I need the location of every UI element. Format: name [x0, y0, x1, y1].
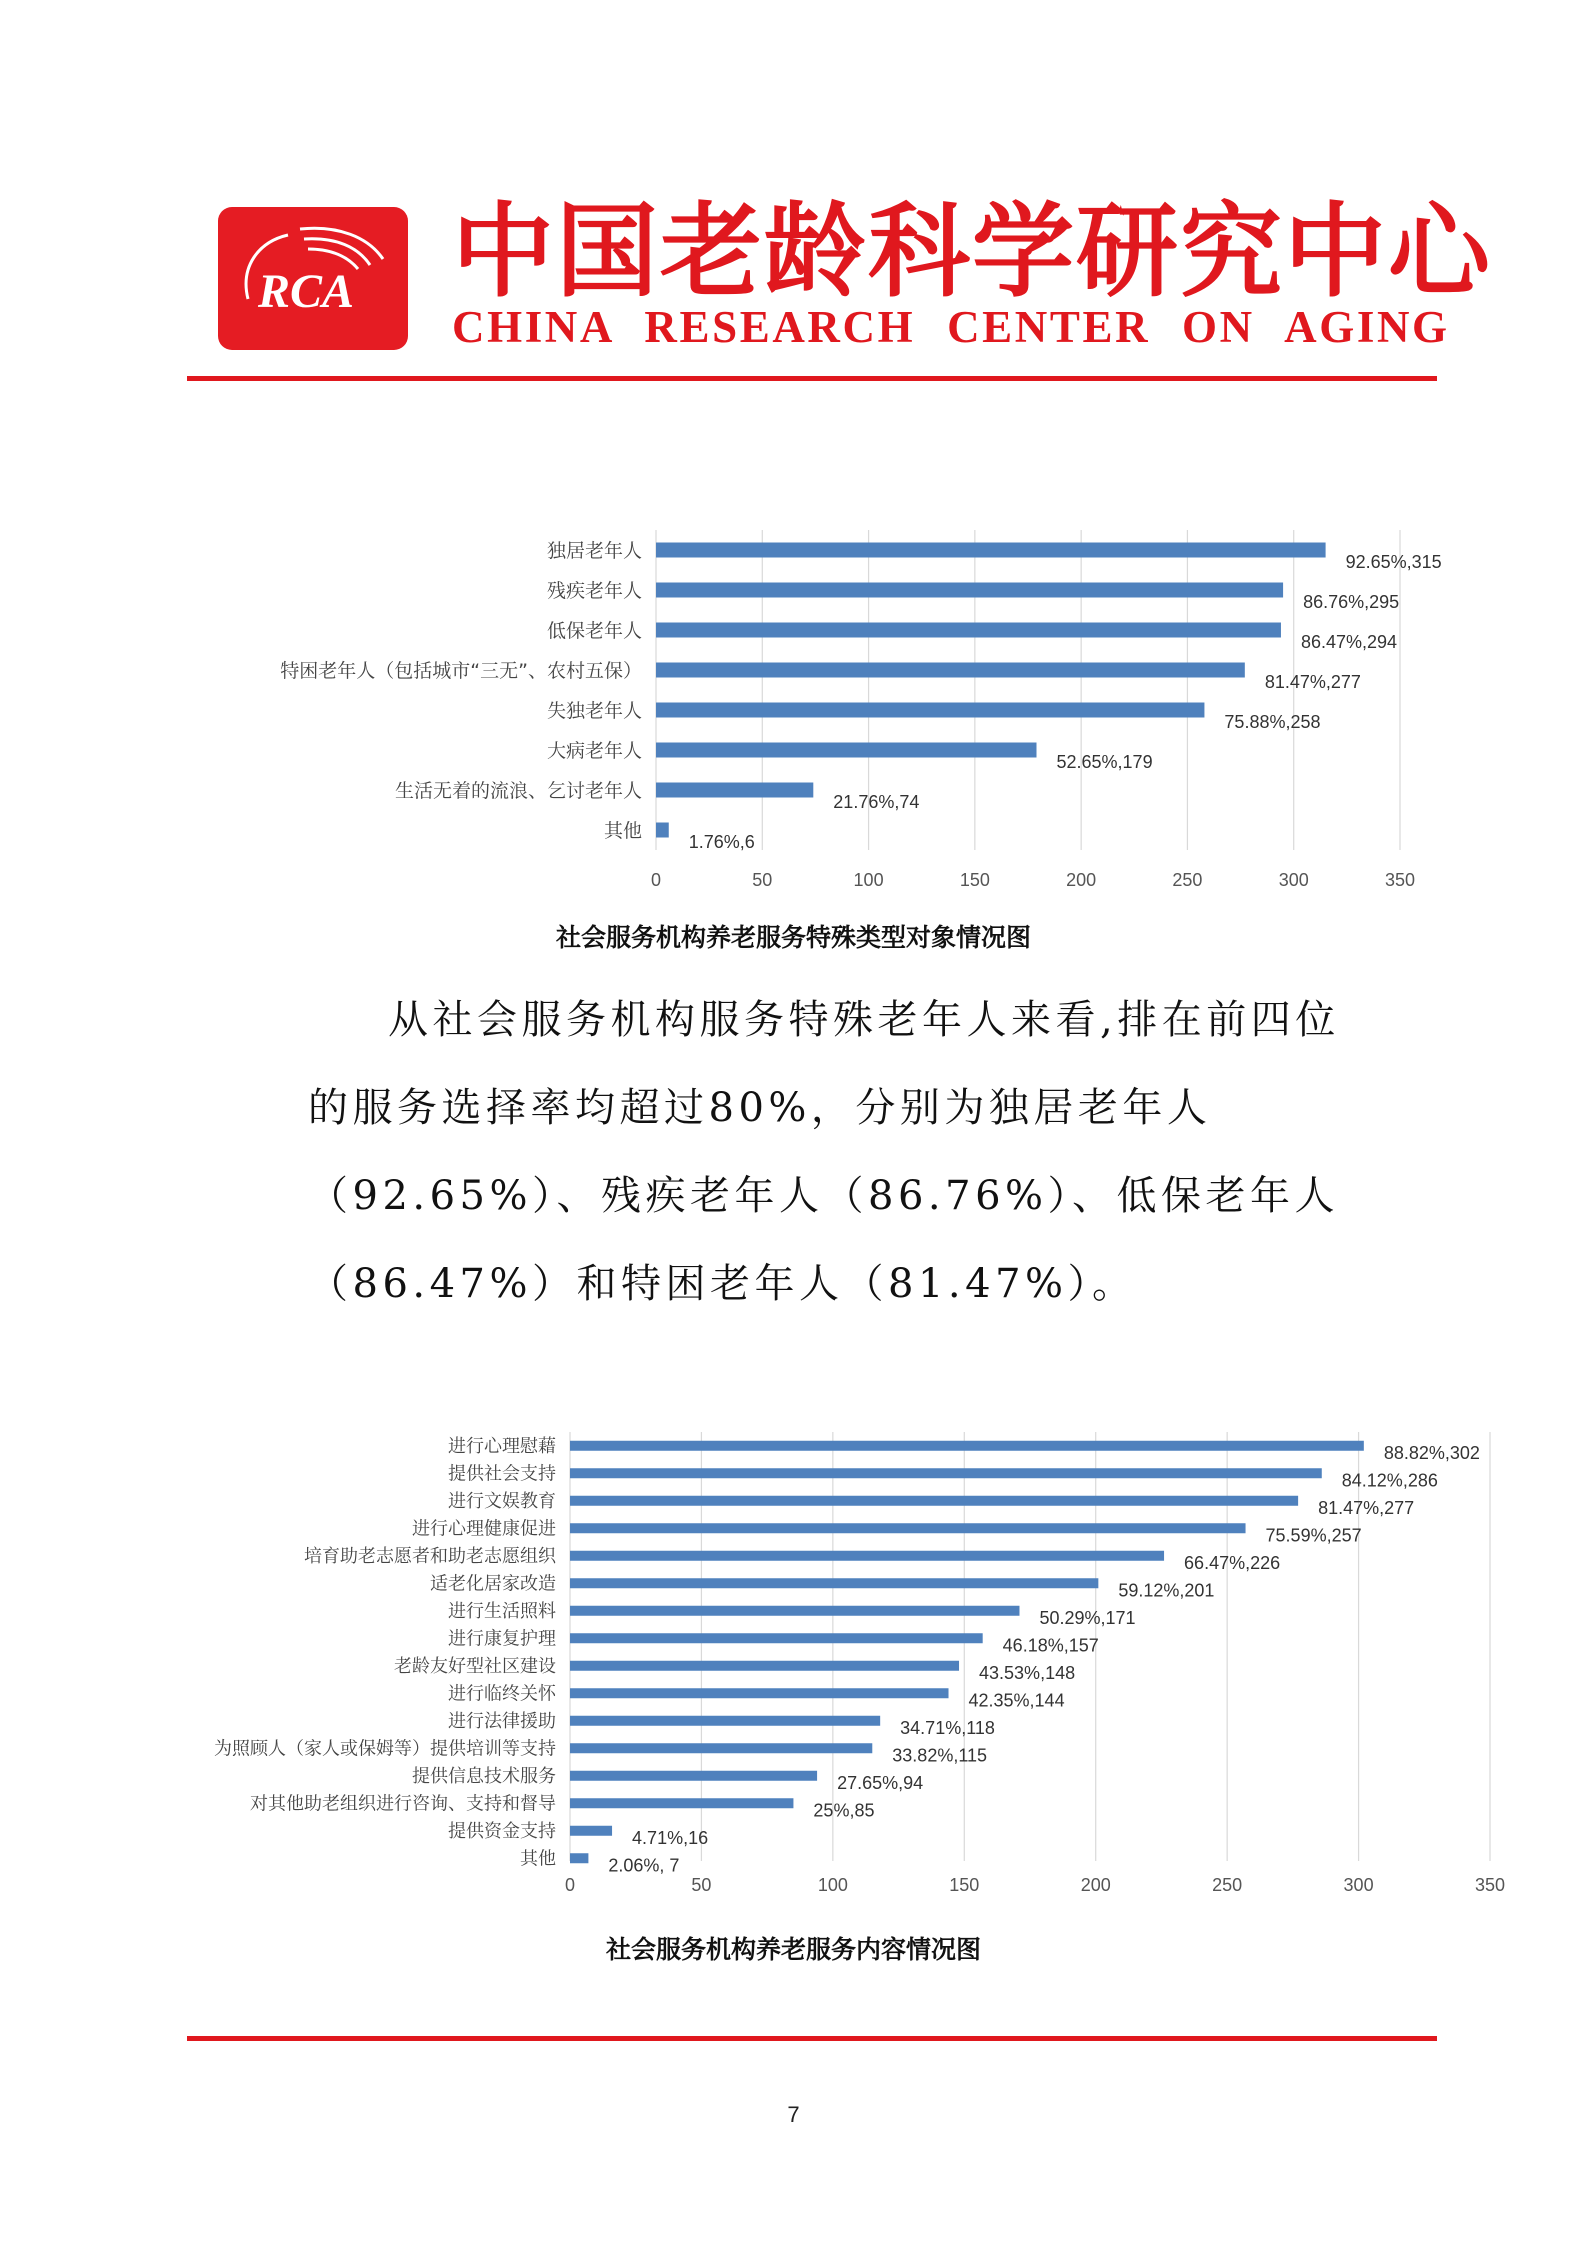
x-tick-label: 50	[752, 870, 773, 890]
bar	[570, 1661, 959, 1671]
category-label: 低保老年人	[546, 619, 642, 642]
data-label: 43.53%,148	[979, 1662, 1076, 1683]
data-label: 21.76%,74	[833, 792, 920, 812]
category-label: 进行法律援助	[448, 1711, 556, 1733]
org-title-en: CHINA RESEARCH CENTER ON AGING	[452, 302, 1450, 352]
data-label: 84.12%,286	[1341, 1470, 1438, 1491]
x-tick-label: 200	[1066, 870, 1097, 890]
category-label: 提供信息技术服务	[412, 1766, 556, 1788]
bar	[570, 1551, 1164, 1561]
bar	[570, 1853, 588, 1863]
body-paragraph: 从社会服务机构服务特殊老年人来看,排在前四位的服务选择率均超过80%，分别为独居老年人（92.65%）、残疾老年人（86.76%）、低保老年人（86.47%）和特困老年人（81.47%）。	[308, 997, 1340, 1307]
data-label: 25%,85	[813, 1800, 875, 1821]
data-label: 66.47%,226	[1184, 1552, 1281, 1573]
bar	[570, 1496, 1298, 1506]
data-label: 88.82%,302	[1383, 1442, 1480, 1463]
x-tick-label: 250	[1212, 1875, 1243, 1895]
data-label: 33.82%,115	[892, 1745, 988, 1766]
bar	[570, 1798, 793, 1808]
x-tick-label: 300	[1278, 870, 1309, 890]
x-tick-label: 200	[1080, 1875, 1111, 1895]
category-label: 进行心理健康促进	[412, 1518, 556, 1540]
category-label: 特困老年人（包括城市“三无”、农村五保）	[280, 659, 642, 682]
chart1-caption: 社会服务机构养老服务特殊类型对象情况图	[555, 923, 1031, 952]
category-label: 进行生活照料	[448, 1601, 556, 1623]
category-label: 残疾老年人	[546, 579, 642, 602]
x-tick-label: 150	[949, 1875, 980, 1895]
x-tick-label: 100	[817, 1875, 848, 1895]
x-tick-label: 350	[1384, 870, 1416, 890]
bar	[570, 1468, 1322, 1478]
category-label: 失独老年人	[546, 699, 642, 722]
data-label: 86.47%,294	[1300, 632, 1398, 652]
bar	[570, 1743, 872, 1753]
org-title-cn: 中国老龄科学研究中心	[452, 193, 1492, 312]
data-label: 86.76%,295	[1303, 592, 1400, 612]
data-label: 52.65%,179	[1056, 752, 1153, 772]
bar	[656, 783, 813, 798]
category-label: 进行康复护理	[448, 1628, 556, 1650]
bar	[656, 743, 1037, 758]
bar	[656, 823, 669, 838]
data-label: 27.65%,94	[837, 1772, 924, 1793]
bar	[570, 1716, 880, 1726]
x-tick-label: 150	[959, 870, 990, 890]
data-label: 2.06%, 7	[608, 1855, 680, 1876]
x-tick-label: 350	[1474, 1875, 1506, 1895]
category-label: 进行临终关怀	[448, 1683, 556, 1705]
logo-text: RCA	[258, 265, 355, 318]
data-label: 81.47%,277	[1264, 672, 1361, 692]
category-label: 对其他助老组织进行咨询、支持和督导	[250, 1793, 556, 1815]
header-divider	[187, 376, 1437, 381]
page-number: 7	[787, 2102, 800, 2127]
data-label: 59.12%,201	[1118, 1580, 1215, 1601]
category-label: 提供资金支持	[448, 1821, 556, 1843]
bar	[570, 1771, 817, 1781]
data-label: 1.76%,6	[688, 832, 755, 852]
category-label: 其他	[603, 819, 642, 842]
special-objects-bar-chart	[0, 500, 1587, 920]
service-content-bar-chart	[0, 1400, 1587, 1910]
category-label: 生活无着的流浪、乞讨老年人	[394, 779, 642, 802]
category-label: 适老化居家改造	[430, 1573, 556, 1595]
data-label: 75.88%,258	[1224, 712, 1321, 732]
bar	[656, 703, 1204, 718]
category-label: 提供社会支持	[448, 1463, 556, 1485]
category-label: 进行文娱教育	[448, 1491, 556, 1513]
bar	[570, 1826, 612, 1836]
category-label: 大病老年人	[546, 739, 642, 762]
category-label: 独居老年人	[546, 539, 642, 562]
data-label: 46.18%,157	[1002, 1635, 1099, 1656]
x-tick-label: 100	[853, 870, 884, 890]
x-tick-label: 0	[650, 870, 662, 890]
bar	[570, 1633, 983, 1643]
chart2-caption: 社会服务机构养老服务内容情况图	[605, 1935, 981, 1964]
bar	[656, 583, 1283, 598]
x-tick-label: 300	[1343, 1875, 1374, 1895]
data-label: 42.35%,144	[968, 1690, 1065, 1711]
x-tick-label: 0	[564, 1875, 576, 1895]
data-label: 50.29%,171	[1039, 1607, 1136, 1628]
bar	[570, 1441, 1364, 1451]
bar	[570, 1688, 949, 1698]
bar	[656, 663, 1245, 678]
x-tick-label: 50	[691, 1875, 712, 1895]
category-label: 进行心理慰藉	[448, 1436, 556, 1458]
bar	[656, 623, 1281, 638]
rca-logo	[218, 207, 408, 350]
data-label: 34.71%,118	[900, 1717, 995, 1738]
x-tick-label: 250	[1172, 870, 1203, 890]
data-label: 75.59%,257	[1265, 1525, 1362, 1546]
category-label: 其他	[520, 1848, 556, 1870]
data-label: 92.65%,315	[1345, 552, 1442, 572]
category-label: 老龄友好型社区建设	[394, 1656, 556, 1678]
bar	[570, 1578, 1098, 1588]
category-label: 培育助老志愿者和助老志愿组织	[304, 1546, 556, 1568]
category-label: 为照顾人（家人或保姆等）提供培训等支持	[214, 1738, 556, 1760]
data-label: 4.71%,16	[632, 1827, 709, 1848]
bar	[570, 1606, 1019, 1616]
bar	[656, 543, 1326, 558]
data-label: 81.47%,277	[1318, 1497, 1415, 1518]
footer-divider	[187, 2036, 1437, 2041]
bar	[570, 1523, 1246, 1533]
